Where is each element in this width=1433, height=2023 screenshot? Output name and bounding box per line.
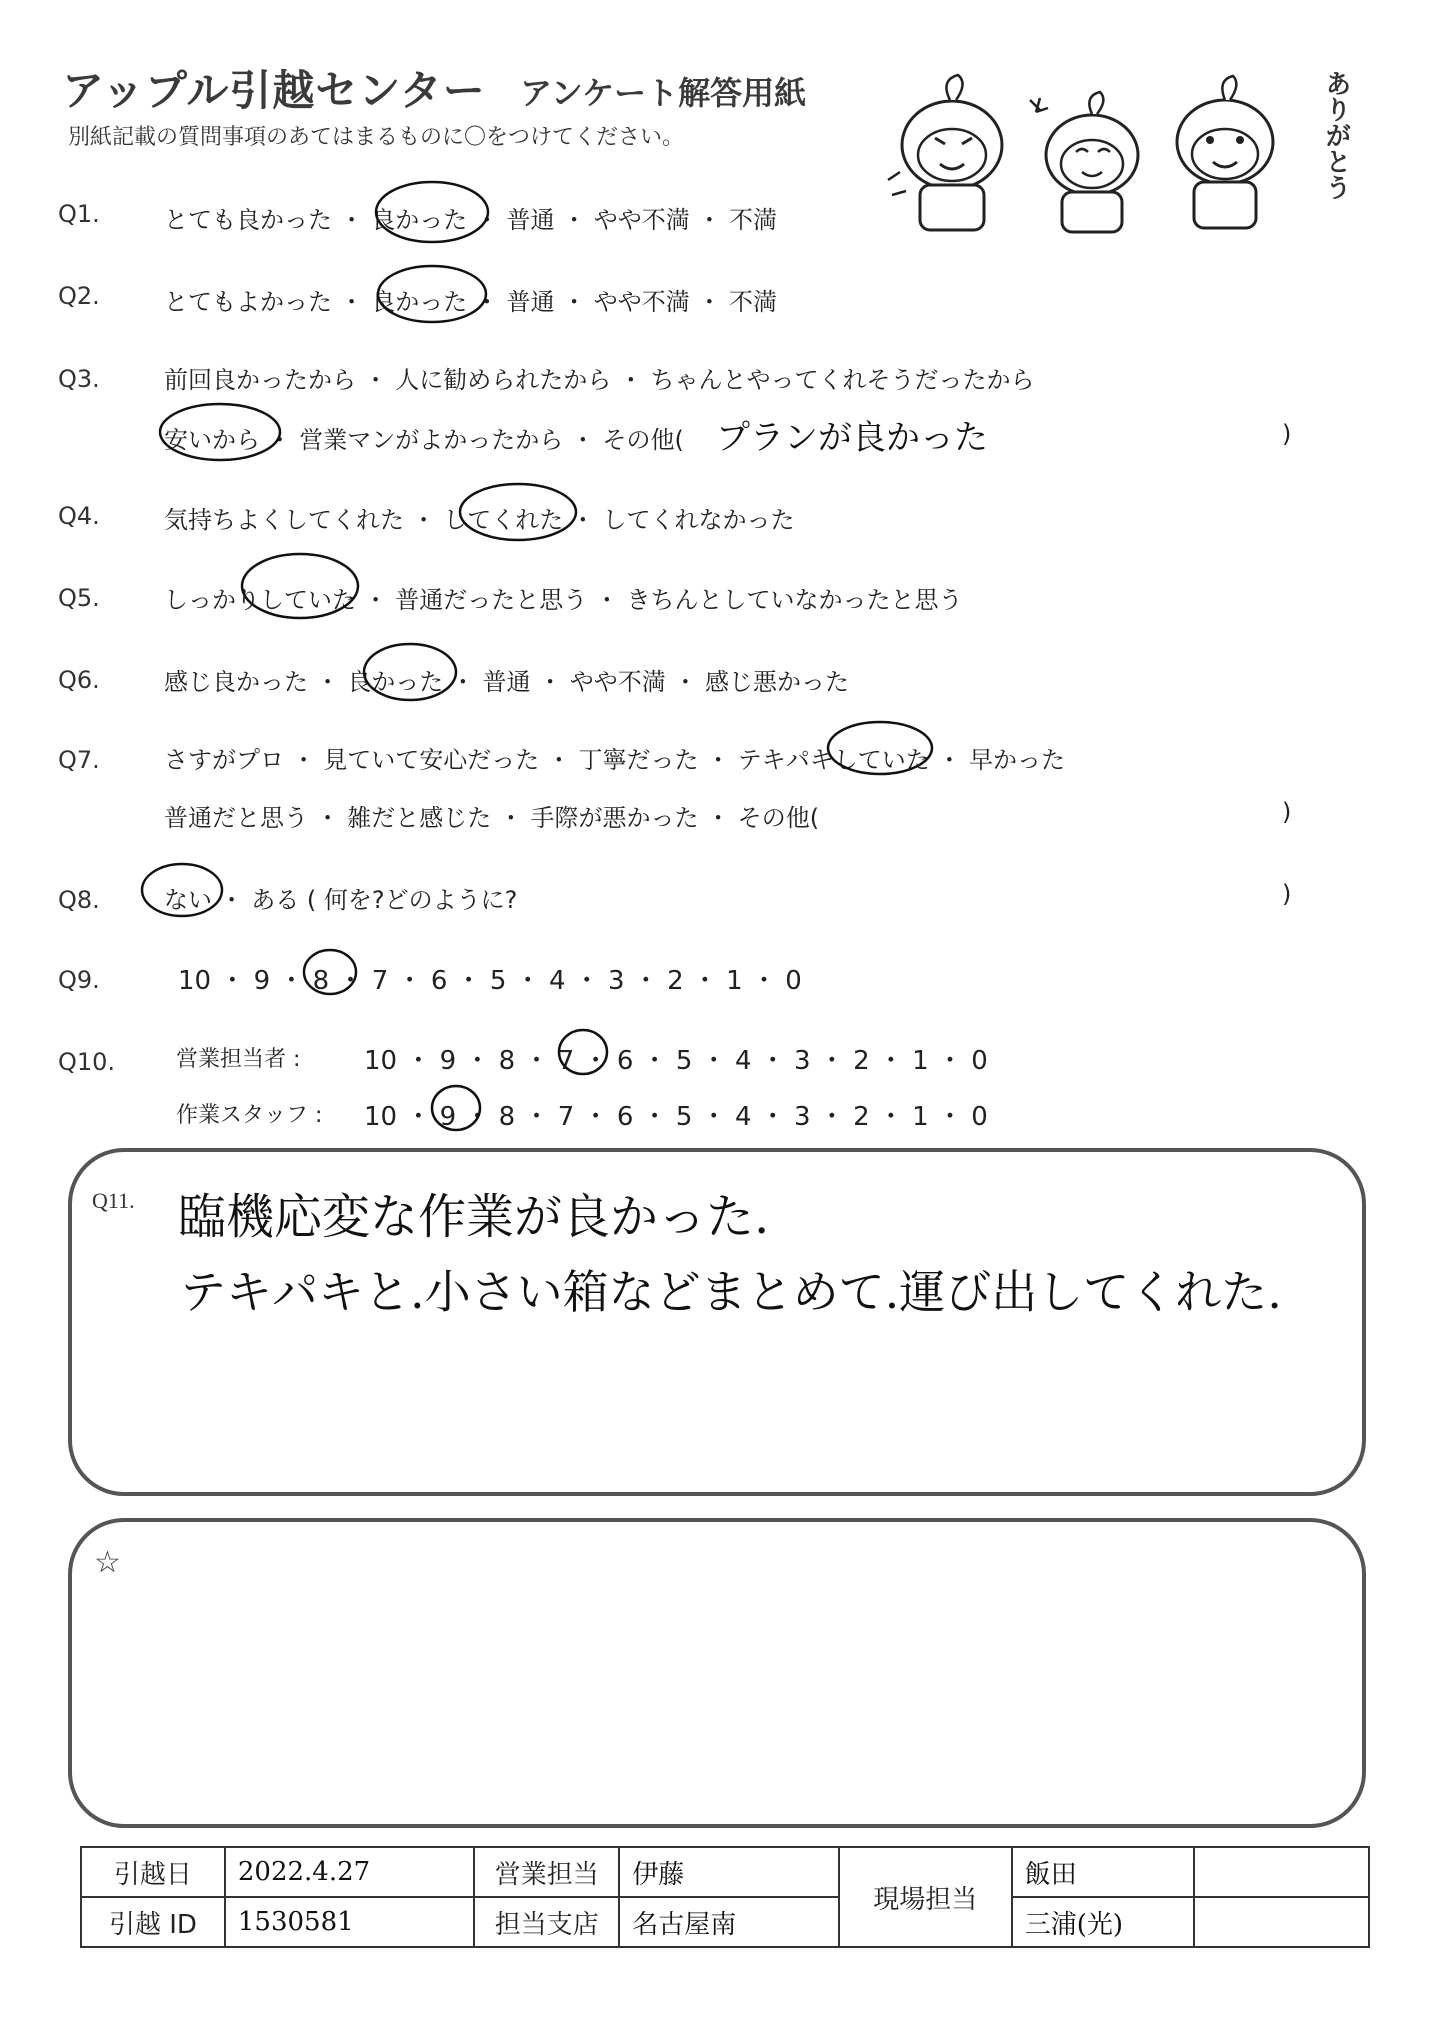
info-table: [80, 1846, 1370, 1948]
instruction-text: 別紙記載の質問事項のあてはまるものに〇をつけてください。: [68, 125, 685, 150]
thanks-text: ありがとう: [1321, 70, 1351, 200]
q9-circle-mark: [304, 950, 356, 994]
q8-close-paren: ): [1282, 880, 1292, 908]
site-rep-value-1: 飯田: [1012, 1847, 1194, 1897]
q8-circle-mark: [142, 864, 222, 916]
q7-number: Q7.: [58, 746, 100, 774]
q3-options-line2: 安いから ・ 営業マンがよかったから ・ その他(: [164, 426, 684, 454]
q10-staff-label: 作業スタッフ :: [176, 1103, 323, 1128]
q9-scale: 10 ・ 9 ・ 8 ・ 7 ・ 6 ・ 5 ・ 4 ・ 3 ・ 2 ・ 1 ・ 0: [178, 966, 802, 996]
sales-rep-value: 伊藤: [619, 1847, 839, 1897]
q10-sales-label: 営業担当者 :: [176, 1047, 301, 1072]
q6-number: Q6.: [58, 666, 100, 694]
site-rep-label: 現場担当: [839, 1847, 1012, 1947]
q4-number: Q4.: [58, 502, 100, 530]
q7-options-line2: 普通だと思う ・ 雑だと感じた ・ 手際が悪かった ・ その他(: [164, 804, 820, 832]
q8-options: ない ・ ある ( 何を?どのように?: [164, 886, 518, 914]
q3-options-line1: 前回良かったから ・ 人に勧められたから ・ ちゃんとやってくれそうだったから: [164, 366, 1035, 394]
q1-options: とても良かった ・ 良かった ・ 普通 ・ やや不満 ・ 不満: [164, 206, 778, 234]
branch-value: 名古屋南: [619, 1897, 839, 1947]
site-rep-extra-cell-1: [1194, 1847, 1369, 1897]
q10-staff-circle-mark: [432, 1086, 480, 1130]
brand-title: アップル引越センター: [62, 66, 486, 115]
q1-circle-mark: [376, 182, 488, 242]
q2-options: とてもよかった ・ 良かった ・ 普通 ・ やや不満 ・ 不満: [164, 288, 778, 316]
site-rep-extra-cell-2: [1194, 1897, 1369, 1947]
q10-sales-circle-mark: [559, 1030, 607, 1074]
q6-circle-mark: [364, 644, 456, 700]
q10-staff-scale: 10 ・ 9 ・ 8 ・ 7 ・ 6 ・ 5 ・ 4 ・ 3 ・ 2 ・ 1 ・ 0: [364, 1102, 988, 1132]
branch-label: 担当支店: [474, 1897, 619, 1947]
move-id-label: 引越 ID: [81, 1897, 225, 1947]
q5-options: しっかりしていた ・ 普通だったと思う ・ きちんとしていなかったと思う: [164, 586, 963, 614]
q7-circle-mark: [828, 722, 932, 774]
q8-number: Q8.: [58, 886, 100, 914]
q10-number: Q10.: [58, 1048, 116, 1076]
free-comment-box: [68, 1518, 1366, 1828]
q3-other-handwritten: プランが良かった: [716, 418, 988, 458]
move-date-value: 2022.4.27: [225, 1847, 474, 1897]
q7-close-paren: ): [1282, 798, 1292, 826]
sales-rep-label: 営業担当: [474, 1847, 619, 1897]
q2-circle-mark: [378, 266, 486, 322]
star-icon: ☆: [94, 1545, 121, 1580]
site-rep-value-2: 三浦(光): [1012, 1897, 1194, 1947]
q6-options: 感じ良かった ・ 良かった ・ 普通 ・ やや不満 ・ 感じ悪かった: [164, 668, 850, 696]
q4-circle-mark: [460, 484, 576, 540]
move-date-label: 引越日: [81, 1847, 225, 1897]
q1-number: Q1.: [58, 200, 100, 228]
form-subtitle: アンケート解答用紙: [520, 74, 807, 112]
q7-options-line1: さすがプロ ・ 見ていて安心だった ・ 丁寧だった ・ テキパキしていた ・ 早かった: [164, 746, 1066, 774]
q3-number: Q3.: [58, 365, 100, 393]
q9-number: Q9.: [58, 966, 100, 994]
q5-circle-mark: [242, 554, 358, 618]
q3-circle-mark: [160, 404, 280, 460]
q5-number: Q5.: [58, 584, 100, 612]
q11-handwritten-line1: 臨機応変な作業が良かった.: [178, 1189, 770, 1245]
q3-close-paren: ): [1282, 420, 1292, 448]
q11-label: Q11.: [92, 1188, 135, 1213]
q2-number: Q2.: [58, 282, 100, 310]
q4-options: 気持ちよくしてくれた ・ してくれた ・ してくれなかった: [164, 506, 795, 534]
q11-handwritten-line2: テキパキと.小さい箱などまとめて.運び出してくれた.: [180, 1265, 1282, 1319]
q10-sales-scale: 10 ・ 9 ・ 8 ・ 7 ・ 6 ・ 5 ・ 4 ・ 3 ・ 2 ・ 1 ・ 0: [364, 1046, 988, 1076]
move-id-value: 1530581: [225, 1897, 474, 1947]
